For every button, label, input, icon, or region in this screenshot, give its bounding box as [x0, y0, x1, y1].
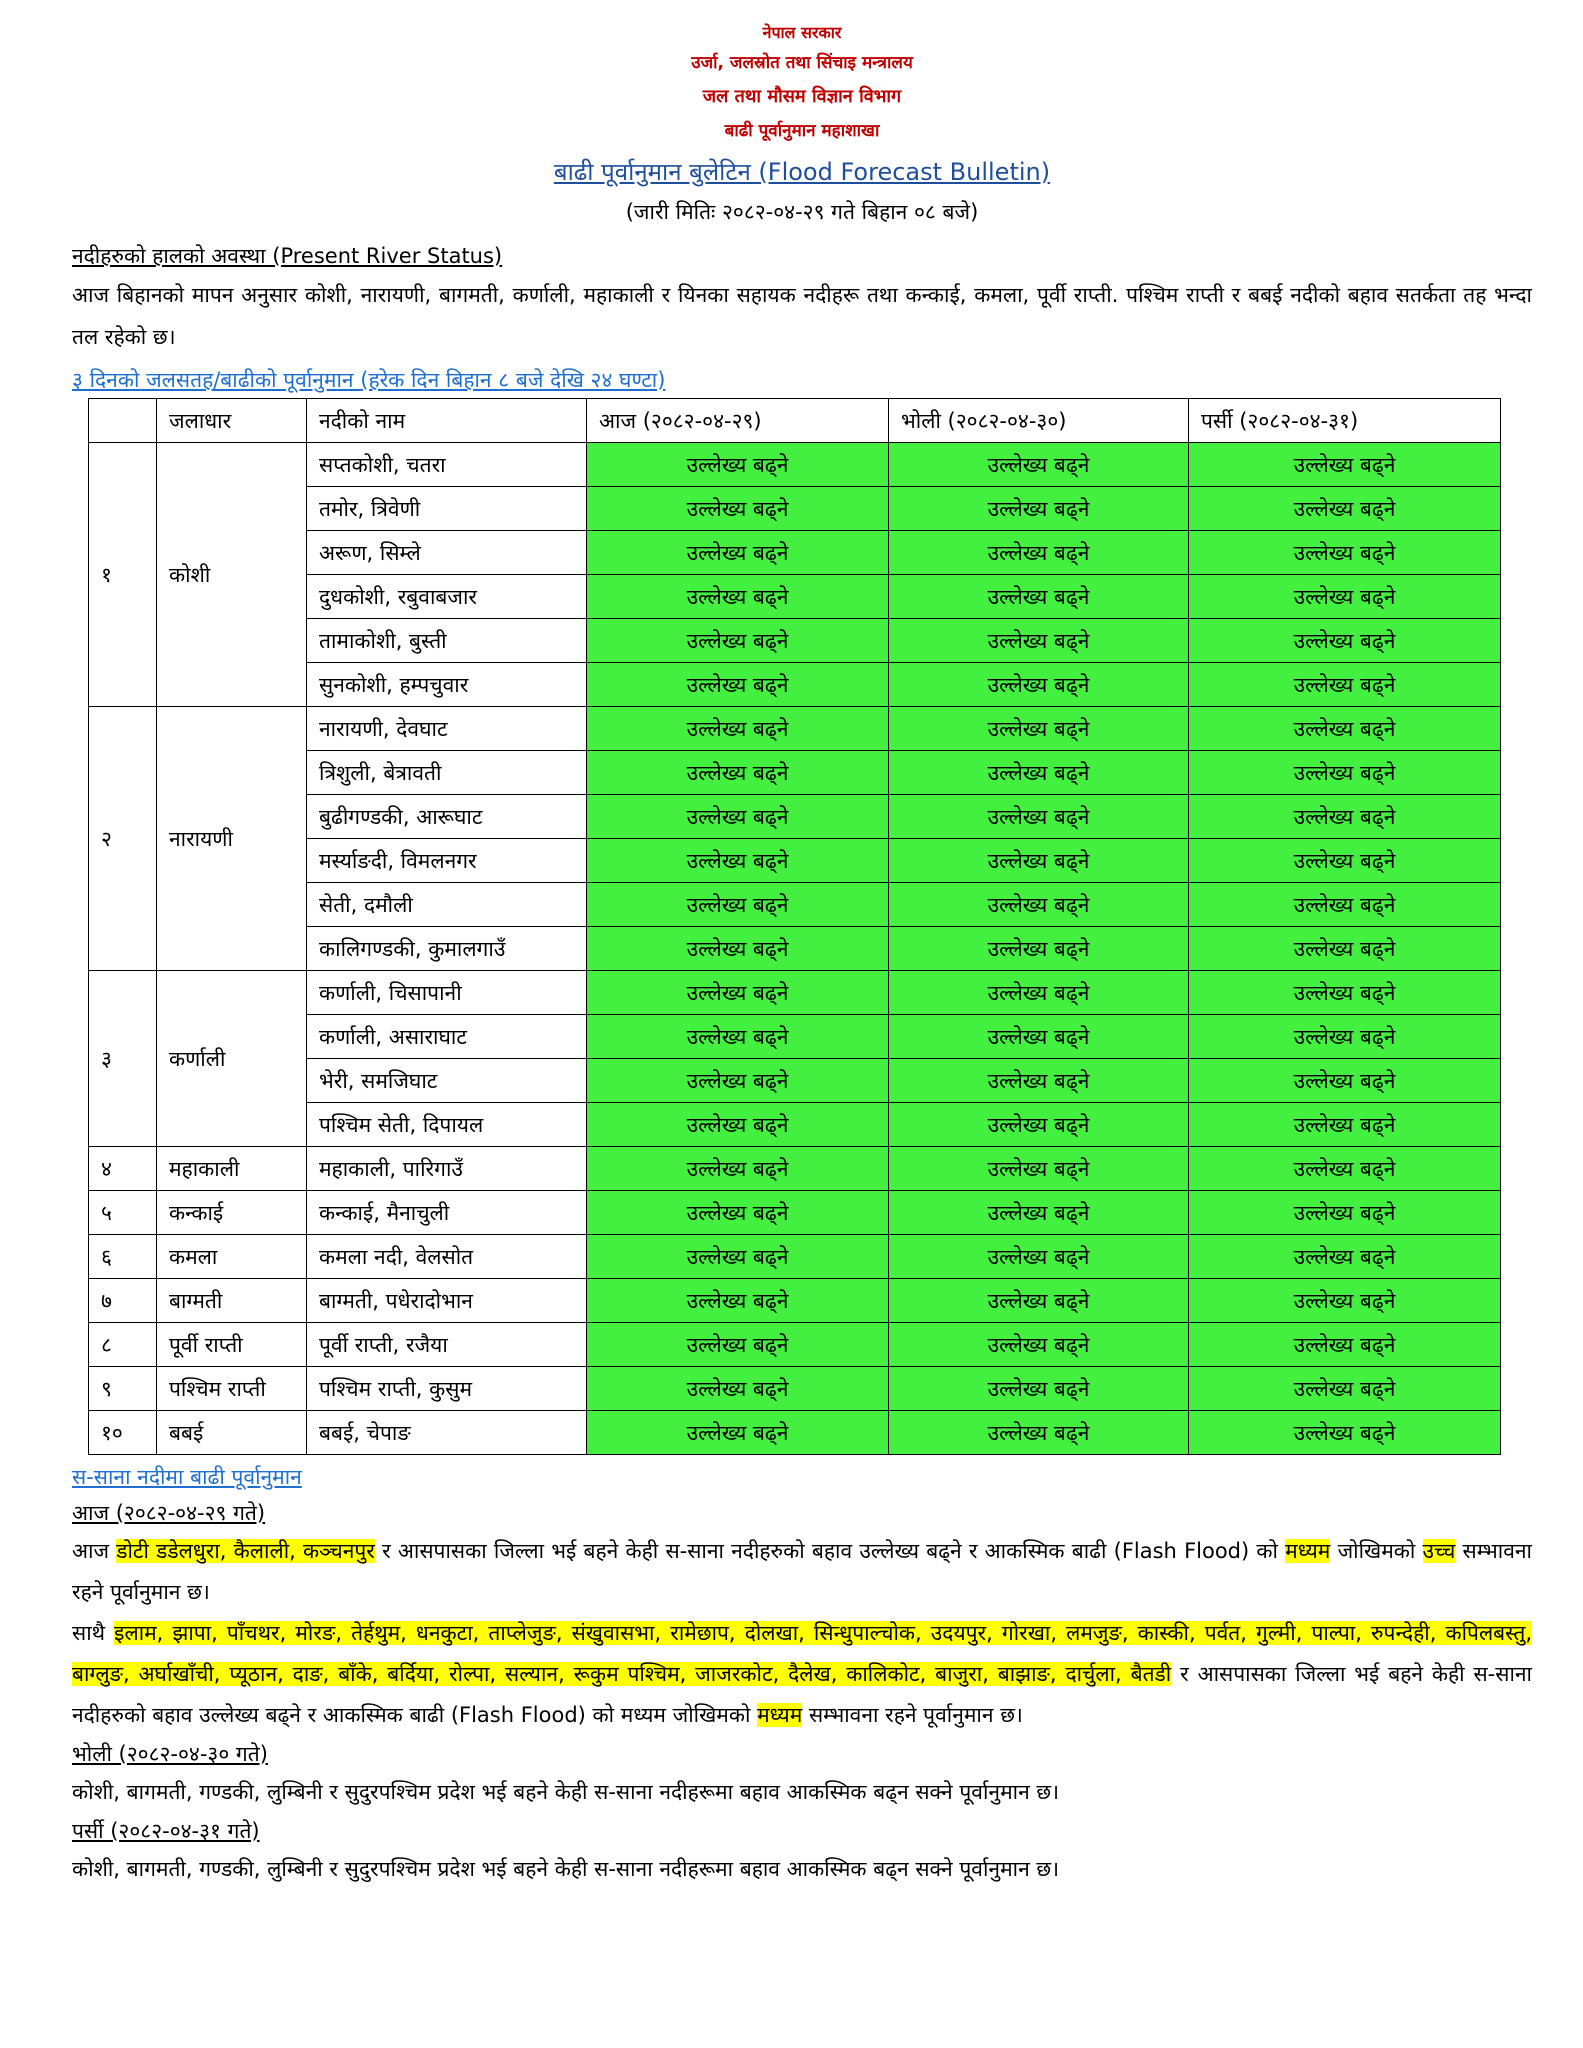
text-run: साथै: [72, 1621, 115, 1645]
table-row: [89, 1147, 1501, 1191]
forecast-status-cell: उल्लेख्य बढ्ने: [889, 707, 1189, 751]
forecast-status-cell: उल्लेख्य बढ्ने: [889, 1367, 1189, 1411]
station-name: पूर्वी राप्ती, रजैया: [307, 1323, 587, 1367]
basin-number: ४: [89, 1147, 157, 1191]
today-paragraph-2: [72, 1613, 1532, 1736]
forecast-status-cell: उल्लेख्य बढ्ने: [1189, 883, 1501, 927]
bulletin-page: [72, 20, 1532, 1890]
station-name: त्रिशुली, बेत्रावती: [307, 751, 587, 795]
forecast-status-cell: उल्लेख्य बढ्ने: [889, 531, 1189, 575]
today-heading: आज (२०८२-०४-२९ गते): [72, 1501, 266, 1525]
basin-number: ७: [89, 1279, 157, 1323]
station-name: सप्तकोशी, चतरा: [307, 443, 587, 487]
forecast-status-cell: उल्लेख्य बढ्ने: [587, 795, 889, 839]
dayafter-heading: पर्सी (२०८२-०४-३१ गते): [72, 1819, 260, 1843]
forecast-status-cell: उल्लेख्य बढ्ने: [889, 619, 1189, 663]
column-header: [89, 399, 157, 443]
forecast-status-cell: उल्लेख्य बढ्ने: [1189, 663, 1501, 707]
gov-name: नेपाल सरकार: [762, 23, 842, 42]
forecast-status-cell: उल्लेख्य बढ्ने: [587, 443, 889, 487]
basin-name: पूर्वी राप्ती: [157, 1323, 307, 1367]
column-header: नदीको नाम: [307, 399, 587, 443]
forecast-status-cell: उल्लेख्य बढ्ने: [1189, 795, 1501, 839]
forecast-status-cell: उल्लेख्य बढ्ने: [587, 751, 889, 795]
table-row: [89, 1235, 1501, 1279]
forecast-status-cell: उल्लेख्य बढ्ने: [587, 1147, 889, 1191]
forecast-status-cell: उल्लेख्य बढ्ने: [889, 927, 1189, 971]
issue-date: (जारी मितिः २०८२-०४-२९ गते बिहान ०८ बजे): [625, 200, 979, 224]
forecast-status-cell: उल्लेख्य बढ्ने: [889, 487, 1189, 531]
station-name: दुधकोशी, रबुवाबजार: [307, 575, 587, 619]
forecast-status-cell: उल्लेख्य बढ्ने: [1189, 575, 1501, 619]
text-run: सम्भावना रहने पूर्वानुमान छ।: [802, 1703, 1023, 1727]
table-row: [89, 971, 1501, 1015]
forecast-status-cell: उल्लेख्य बढ्ने: [587, 487, 889, 531]
station-name: सुनकोशी, हम्पचुवार: [307, 663, 587, 707]
basin-name: बबई: [157, 1411, 307, 1455]
forecast-status-cell: उल्लेख्य बढ्ने: [889, 663, 1189, 707]
forecast-status-cell: उल्लेख्य बढ्ने: [889, 443, 1189, 487]
station-name: महाकाली, पारिगाउँ: [307, 1147, 587, 1191]
station-name: कालिगण्डकी, कुमालगाउँ: [307, 927, 587, 971]
forecast-status-cell: उल्लेख्य बढ्ने: [587, 1235, 889, 1279]
forecast-status-cell: उल्लेख्य बढ्ने: [1189, 927, 1501, 971]
forecast-status-cell: उल्लेख्य बढ्ने: [587, 663, 889, 707]
forecast-status-cell: उल्लेख्य बढ्ने: [889, 1191, 1189, 1235]
present-status-heading: नदीहरुको हालको अवस्था (Present River Status): [72, 244, 503, 268]
text-run: सम्भावना रहने पूर्वानुमान छ।: [72, 1539, 1532, 1604]
table-row: [89, 1411, 1501, 1455]
forecast-status-cell: उल्लेख्य बढ्ने: [587, 531, 889, 575]
table-row: [89, 1323, 1501, 1367]
basin-name: महाकाली: [157, 1147, 307, 1191]
text-run: आज: [72, 1539, 117, 1563]
table-row: [89, 1191, 1501, 1235]
text-run: र आसपासका जिल्ला भई बहने केही स-साना नदीहरुको बहाव उल्लेख्य बढ्ने र आकस्मिक बाढी (Flash Flood) को: [374, 1539, 1286, 1563]
small-rivers-heading: स-साना नदीमा बाढी पूर्वानुमान: [72, 1465, 302, 1489]
forecast-status-cell: उल्लेख्य बढ्ने: [1189, 1147, 1501, 1191]
forecast-status-cell: उल्लेख्य बढ्ने: [1189, 619, 1501, 663]
column-header: आज (२०८२-०४-२९): [587, 399, 889, 443]
forecast-status-cell: उल्लेख्य बढ्ने: [1189, 751, 1501, 795]
basin-number: १०: [89, 1411, 157, 1455]
forecast-status-cell: उल्लेख्य बढ्ने: [889, 795, 1189, 839]
forecast-status-cell: उल्लेख्य बढ्ने: [587, 839, 889, 883]
highlighted-districts: डोटी डडेलधुरा, कैलाली, कञ्चनपुर: [116, 1539, 375, 1563]
forecast-table-body: [89, 443, 1501, 1455]
table-row: [89, 707, 1501, 751]
text-run: र आसपासका जिल्ला भई बहने केही स-साना नदीहरुको बहाव उल्लेख्य बढ्ने र आकस्मिक बाढी (Flash Flood) को मध्यम जोखिमको: [72, 1662, 1532, 1727]
table-row: [89, 1279, 1501, 1323]
forecast-status-cell: उल्लेख्य बढ्ने: [587, 1015, 889, 1059]
forecast-status-cell: उल्लेख्य बढ्ने: [587, 1191, 889, 1235]
station-name: अरूण, सिम्ले: [307, 531, 587, 575]
tomorrow-heading: भोली (२०८२-०४-३० गते): [72, 1742, 268, 1766]
basin-number: ६: [89, 1235, 157, 1279]
forecast-status-cell: उल्लेख्य बढ्ने: [1189, 487, 1501, 531]
forecast-table: [88, 398, 1501, 1455]
forecast-status-cell: उल्लेख्य बढ्ने: [889, 883, 1189, 927]
text-run: जोखिमको: [1330, 1539, 1423, 1563]
basin-name: कोशी: [157, 443, 307, 707]
forecast-status-cell: उल्लेख्य बढ्ने: [889, 1103, 1189, 1147]
forecast-status-cell: उल्लेख्य बढ्ने: [587, 1323, 889, 1367]
station-name: कमला नदी, वेलसोत: [307, 1235, 587, 1279]
dayafter-text: कोशी, बागमती, गण्डकी, लुम्बिनी र सुदुरपश्चिम प्रदेश भई बहने केही स-साना नदीहरूमा बहाव आकस्मिक बढ्न सक्ने पूर्वानुमान छ।: [72, 1857, 1060, 1881]
basin-name: कर्णाली: [157, 971, 307, 1147]
forecast-status-cell: उल्लेख्य बढ्ने: [1189, 443, 1501, 487]
basin-name: कन्काई: [157, 1191, 307, 1235]
basin-number: ९: [89, 1367, 157, 1411]
forecast-status-cell: उल्लेख्य बढ्ने: [587, 971, 889, 1015]
probability-level: मध्यम: [757, 1703, 803, 1727]
station-name: कर्णाली, चिसापानी: [307, 971, 587, 1015]
forecast-status-cell: उल्लेख्य बढ्ने: [1189, 707, 1501, 751]
forecast-status-cell: उल्लेख्य बढ्ने: [889, 1279, 1189, 1323]
highlighted-districts: इलाम, झापा, पाँचथर, मोरङ, तेर्हथुम, धनकुटा, ताप्लेजुङ, संखुवासभा, रामेछाप, दोलखा, सिन्धुपाल्चोक, उदयपुर, गोरखा, लमजुङ, कास्की, पर्वत, गुल्मी, पाल्पा, रुपन्देही, कपिलबस्तु, बाग्लुङ, अर्घाखाँची, प्यूठान, दाङ, बाँके, बर्दिया, रोल्पा, सल्यान, रूकुम पश्चिम, जाजरकोट, दैलेख, कालिकोट, बाजुरा, बाझाङ, दार्चुला, बैतडी: [72, 1621, 1532, 1686]
forecast-status-cell: उल्लेख्य बढ्ने: [587, 1279, 889, 1323]
forecast-status-cell: उल्लेख्य बढ्ने: [587, 619, 889, 663]
forecast-status-cell: उल्लेख्य बढ्ने: [587, 883, 889, 927]
table-row: [89, 443, 1501, 487]
column-header: भोली (२०८२-०४-३०): [889, 399, 1189, 443]
forecast-status-cell: उल्लेख्य बढ्ने: [587, 927, 889, 971]
forecast-status-cell: उल्लेख्य बढ्ने: [1189, 1103, 1501, 1147]
station-name: पश्चिम सेती, दिपायल: [307, 1103, 587, 1147]
basin-number: २: [89, 707, 157, 971]
probability-level: उच्च: [1422, 1539, 1456, 1563]
forecast-status-cell: उल्लेख्य बढ्ने: [1189, 531, 1501, 575]
tomorrow-text: कोशी, बागमती, गण्डकी, लुम्बिनी र सुदुरपश्चिम प्रदेश भई बहने केही स-साना नदीहरूमा बहाव आकस्मिक बढ्न सक्ने पूर्वानुमान छ।: [72, 1780, 1060, 1804]
forecast-heading: ३ दिनको जलसतह/बाढीको पूर्वानुमान (हरेक दिन बिहान ८ बजे देखि २४ घण्टा): [72, 368, 666, 392]
station-name: मर्स्याङदी, विमलनगर: [307, 839, 587, 883]
station-name: बाग्मती, पधेरादोभान: [307, 1279, 587, 1323]
basin-number: ८: [89, 1323, 157, 1367]
forecast-status-cell: उल्लेख्य बढ्ने: [889, 575, 1189, 619]
forecast-status-cell: उल्लेख्य बढ्ने: [1189, 839, 1501, 883]
forecast-status-cell: उल्लेख्य बढ्ने: [889, 971, 1189, 1015]
forecast-status-cell: उल्लेख्य बढ्ने: [1189, 971, 1501, 1015]
forecast-status-cell: उल्लेख्य बढ्ने: [587, 1367, 889, 1411]
column-header: जलाधार: [157, 399, 307, 443]
forecast-status-cell: उल्लेख्य बढ्ने: [1189, 1015, 1501, 1059]
forecast-status-cell: उल्लेख्य बढ्ने: [587, 575, 889, 619]
basin-name: बाग्मती: [157, 1279, 307, 1323]
bulletin-title: बाढी पूर्वानुमान बुलेटिन (Flood Forecast Bulletin): [553, 158, 1051, 186]
forecast-status-cell: उल्लेख्य बढ्ने: [587, 707, 889, 751]
forecast-status-cell: उल्लेख्य बढ्ने: [889, 751, 1189, 795]
basin-name: पश्चिम राप्ती: [157, 1367, 307, 1411]
table-row: [89, 1367, 1501, 1411]
basin-name: कमला: [157, 1235, 307, 1279]
today-paragraph-1: [72, 1531, 1532, 1613]
station-name: तामाकोशी, बुस्ती: [307, 619, 587, 663]
station-name: तमोर, त्रिवेणी: [307, 487, 587, 531]
forecast-status-cell: उल्लेख्य बढ्ने: [1189, 1279, 1501, 1323]
station-name: बुढीगण्डकी, आरूघाट: [307, 795, 587, 839]
station-name: नारायणी, देवघाट: [307, 707, 587, 751]
basin-name: नारायणी: [157, 707, 307, 971]
station-name: सेती, दमौली: [307, 883, 587, 927]
basin-number: ३: [89, 971, 157, 1147]
present-status-text: आज बिहानको मापन अनुसार कोशी, नारायणी, बागमती, कर्णाली, महाकाली र यिनका सहायक नदीहरू तथा कन्काई, कमला, पूर्वी राप्ती. पश्चिम राप्ती र बबई नदीको बहाव सतर्कता तह भन्दा तल रहेको छ।: [72, 283, 1532, 349]
forecast-status-cell: उल्लेख्य बढ्ने: [889, 1059, 1189, 1103]
forecast-status-cell: उल्लेख्य बढ्ने: [587, 1411, 889, 1455]
forecast-status-cell: उल्लेख्य बढ्ने: [1189, 1191, 1501, 1235]
table-header-row: [89, 399, 1501, 443]
forecast-status-cell: उल्लेख्य बढ्ने: [889, 1411, 1189, 1455]
forecast-status-cell: उल्लेख्य बढ्ने: [1189, 1367, 1501, 1411]
risk-level: मध्यम: [1285, 1539, 1331, 1563]
column-header: पर्सी (२०८२-०४-३१): [1189, 399, 1501, 443]
forecast-status-cell: उल्लेख्य बढ्ने: [1189, 1411, 1501, 1455]
forecast-status-cell: उल्लेख्य बढ्ने: [587, 1103, 889, 1147]
forecast-status-cell: उल्लेख्य बढ्ने: [587, 1059, 889, 1103]
forecast-status-cell: उल्लेख्य बढ्ने: [889, 1235, 1189, 1279]
forecast-status-cell: उल्लेख्य बढ्ने: [889, 1147, 1189, 1191]
forecast-status-cell: उल्लेख्य बढ्ने: [1189, 1235, 1501, 1279]
basin-number: १: [89, 443, 157, 707]
forecast-status-cell: उल्लेख्य बढ्ने: [1189, 1059, 1501, 1103]
station-name: भेरी, समजिघाट: [307, 1059, 587, 1103]
station-name: कर्णाली, असाराघाट: [307, 1015, 587, 1059]
station-name: कन्काई, मैनाचुली: [307, 1191, 587, 1235]
department-name: जल तथा मौसम विज्ञान विभाग: [702, 86, 902, 107]
station-name: पश्चिम राप्ती, कुसुम: [307, 1367, 587, 1411]
basin-number: ५: [89, 1191, 157, 1235]
ministry-name: उर्जा, जलस्रोत तथा सिंचाइ मन्त्रालय: [691, 53, 913, 73]
forecast-status-cell: उल्लेख्य बढ्ने: [889, 1015, 1189, 1059]
forecast-status-cell: उल्लेख्य बढ्ने: [889, 1323, 1189, 1367]
station-name: बबई, चेपाङ: [307, 1411, 587, 1455]
forecast-status-cell: उल्लेख्य बढ्ने: [1189, 1323, 1501, 1367]
division-name: बाढी पूर्वानुमान महाशाखा: [724, 121, 880, 141]
forecast-status-cell: उल्लेख्य बढ्ने: [889, 839, 1189, 883]
